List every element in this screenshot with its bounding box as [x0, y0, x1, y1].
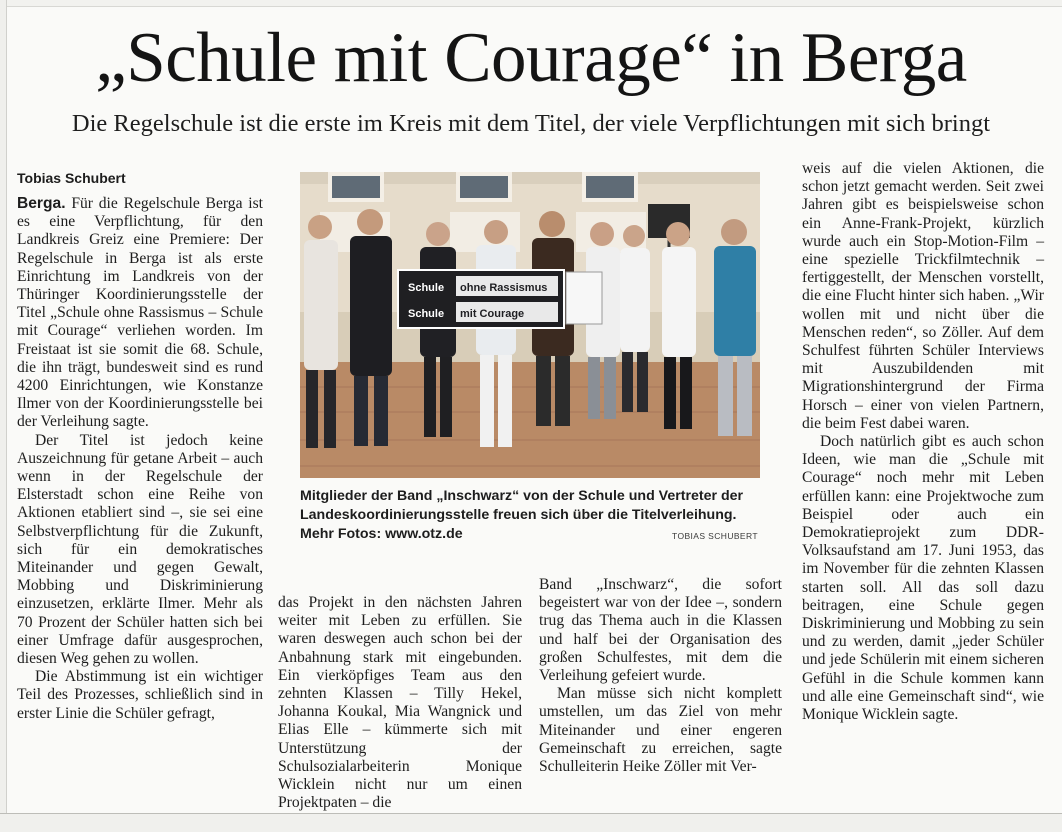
article-subheadline: Die Regelschule ist die erste im Kreis mit dem Titel, der viele Verpflichtungen mit sich bringt: [71, 110, 991, 137]
paragraph: weis auf die vielen Aktionen, die schon jetzt gemacht werden. Seit zwei Jahren gibt es beispielsweise schon ein Anne-Frank-Projekt, kürzlich wurde auch ein Stop-Motion-Film – eine spezielle Trickfilmtechnik – fertiggestellt, der Menschen vorstellt, die eine Flucht hinter sich haben. „Wir wollen mit und nicht über die Menschen reden“, so Zöller. Auf dem Schulfest führten Schüler Interviews mit Auszubildenden mit Migrationshintergrund der Firma Horsch – einer von vielen Partnern, die beim Fest dabei waren.: [802, 160, 1044, 432]
photo-caption: Mitglieder der Band „Inschwarz“ von der Schule und Vertreter der Landeskoordinierungsstelle freuen sich über die Titelverleihung. Mehr Fotos: www.otz.de: [300, 488, 744, 542]
dateline: Berga.: [17, 195, 66, 212]
sign-label-2: Schule: [408, 308, 445, 320]
paragraph: das Projekt in den nächsten Jahren weiter mit Leben zu erfüllen. Sie waren deswegen auch schon bei der Anbahnung stark mit eingebunden. Ein vierköpfiges Team aus den zehnten Klassen – Tilly Hekel, Johanna Koukal, Mia Wangnick und Elias Elle – kümmerte sich mit Unterstützung der Schulsozialarbeiterin Monique Wicklein nicht nur um einen Projektpaten – die: [278, 594, 522, 812]
paragraph: Die Abstimmung ist ein wichtiger Teil des Prozesses, schließlich sind in erster Linie die Schüler gefragt,: [17, 668, 263, 722]
paragraph: Man müsse sich nicht komplett umstellen, um das Ziel von mehr Miteinander und einer engeren Gemeinschaft zu erreichen, sagte Schulleiterin Heike Zöller mit Ver-: [539, 685, 782, 776]
text-column-4: [802, 160, 1044, 724]
page-edge-top: [0, 0, 1062, 7]
paragraph: Band „Inschwarz“, die sofort begeistert war von der Idee –, sondern trug das Thema auch in die Klassen und half bei der Organisation des großen Schulfestes, mit dem die Verleihung gefeiert wurde.: [539, 576, 782, 685]
page-edge-bottom: [0, 813, 1062, 832]
text-column-1: [17, 195, 263, 723]
paragraph-text: Für die Regelschule Berga ist es eine Verpflichtung, für den Landkreis Greiz eine Premiere: Der Regelschule in Berga ist als erste Einrichtung im Landkreis von der Thüringer Koordinierungsstelle der Titel „Schule ohne Rassismus – Schule mit Courage“ verliehen worden. Im Freistaat ist sie somit die 68. Schule, die ihn trägt, bundesweit sind es rund 4200 Einrichtungen, wie Konstanze Ilmer von der Koordinierungsstelle bei der Verleihung sagte.: [17, 195, 264, 431]
photo-illustration: [300, 172, 760, 478]
paragraph: Doch natürlich gibt es auch schon Ideen, wie man die „Schule mit Courage“ noch mehr mit Leben erfüllen kann: eine Projektwoche zum Beispiel oder auch ein Demokratieprojekt zum DDR-Volksaufstand am 17. Juni 1953, das im November für die zehnten Klassen starten soll. All das soll dazu beitragen, eine Schule gegen Diskriminierung und Mobbing zu sein und zu werden, damit „jeder Schüler und jede Schülerin mit einem sicheren Gefühl in die Schule kommen kann und alle eine Gemeinschaft sind“, wie Monique Wicklein sagte.: [802, 433, 1044, 724]
article-headline: „Schule mit Courage“ in Berga: [95, 19, 967, 97]
sign-label-1: Schule: [408, 282, 445, 294]
text-column-3: [539, 576, 782, 776]
photo-credit: TOBIAS SCHUBERT: [672, 531, 758, 541]
text-column-2: [278, 594, 522, 812]
sign-text-2: mit Courage: [460, 308, 525, 320]
sign-text-1: ohne Rassismus: [460, 282, 548, 294]
article-author: Tobias Schubert: [17, 170, 126, 186]
article-photo: [300, 172, 760, 478]
paragraph: [17, 195, 263, 432]
paragraph: Der Titel ist jedoch keine Auszeichnung für getane Arbeit – auch wenn in der Regelschule der Elsterstadt schon eine Reihe von Aktionen etabliert sind –, sie sei eine Selbstverpflichtung für die Zukunft, sich für ein demokratisches Miteinander und gegen Gewalt, Mobbing und Diskriminierung einzusetzen, erklärte Ilmer. Mehr als 70 Prozent der Schüler hatten sich bei einer Umfrage dafür ausgesprochen, diesen Weg gehen zu wollen.: [17, 431, 263, 668]
